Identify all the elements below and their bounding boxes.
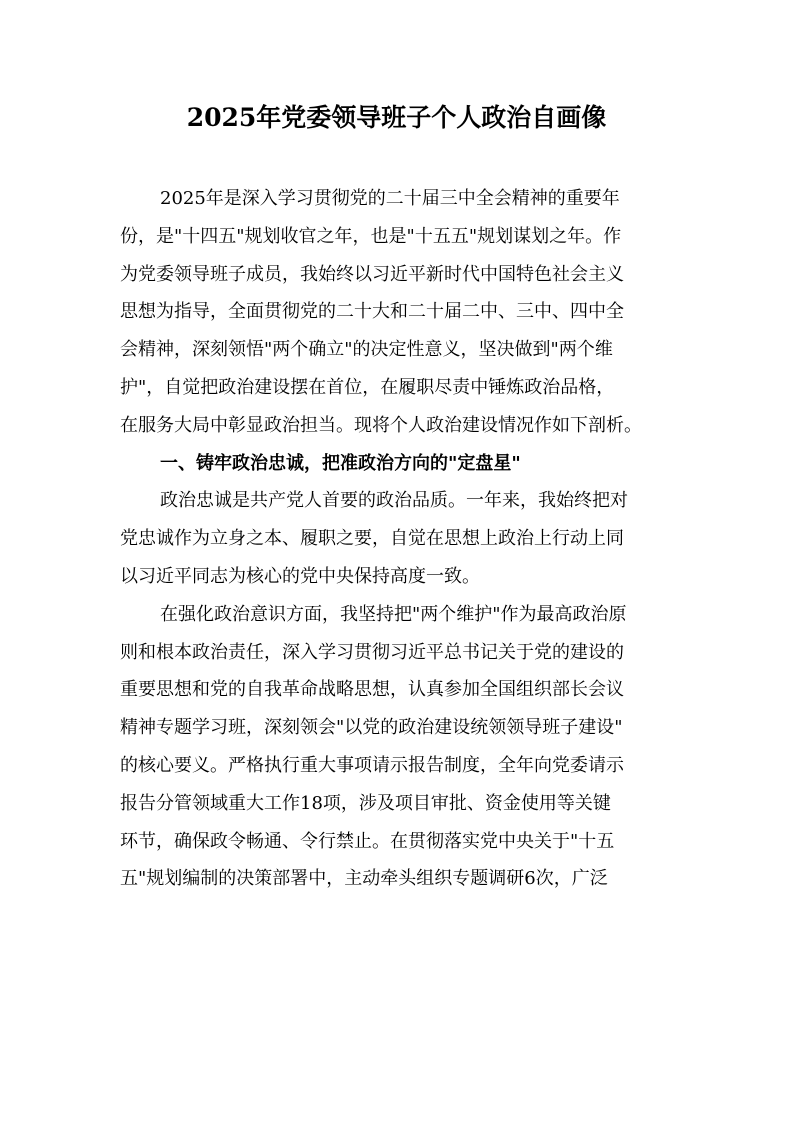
paragraph-line: 党忠诚作为立身之本、履职之要，自觉在思想上政治上行动上同 [120,528,624,550]
paragraph-line: 思想为指导，全面贯彻党的二十大和二十届二中、三中、四中全 [120,301,624,323]
paragraph-line: 护"，自觉把政治建设摆在首位，在履职尽责中锤炼政治品格， [120,376,615,398]
paragraph-line: 为党委领导班子成员，我始终以习近平新时代中国特色社会主义 [120,263,624,285]
section-heading: 一、铸牢政治忠诚，把准政治方向的"定盘星" [160,452,521,474]
paragraph-line: 环节，确保政令畅通、令行禁止。在贯彻落实党中央关于"十五 [120,830,615,852]
paragraph-line: 会精神，深刻领悟"两个确立"的决定性意义，坚决做到"两个维 [120,339,613,361]
paragraph-line: 的核心要义。严格执行重大事项请示报告制度，全年向党委请示 [120,754,624,776]
paragraph-line: 以习近平同志为核心的党中央保持高度一致。 [120,565,480,587]
paragraph-line: 报告分管领域重大工作18项，涉及项目审批、资金使用等关键 [120,792,611,814]
paragraph-line: 精神专题学习班，深刻领会"以党的政治建设统领领导班子建设" [120,717,623,739]
paragraph-line: 政治忠诚是共产党人首要的政治品质。一年来，我始终把对 [160,490,628,512]
paragraph-line: 在强化政治意识方面，我坚持把"两个维护"作为最高政治原 [160,603,627,625]
paragraph-line: 五"规划编制的决策部署中，主动牵头组织专题调研6次，广泛 [120,868,608,890]
paragraph-line: 则和根本政治责任，深入学习贯彻习近平总书记关于党的建设的 [120,641,624,663]
document-title: 2025年党委领导班子个人政治自画像 [186,103,607,132]
paragraph-line: 2025年是深入学习贯彻党的二十届三中全会精神的重要年 [160,188,620,209]
document-body [120,180,680,898]
paragraph-line: 重要思想和党的自我革命战略思想，认真参加全国组织部长会议 [120,679,624,701]
paragraph-line: 在服务大局中彰显政治担当。现将个人政治建设情况作如下剖析。 [120,414,642,436]
paragraph-line: 份，是"十四五"规划收官之年，也是"十五五"规划谋划之年。作 [120,225,622,247]
